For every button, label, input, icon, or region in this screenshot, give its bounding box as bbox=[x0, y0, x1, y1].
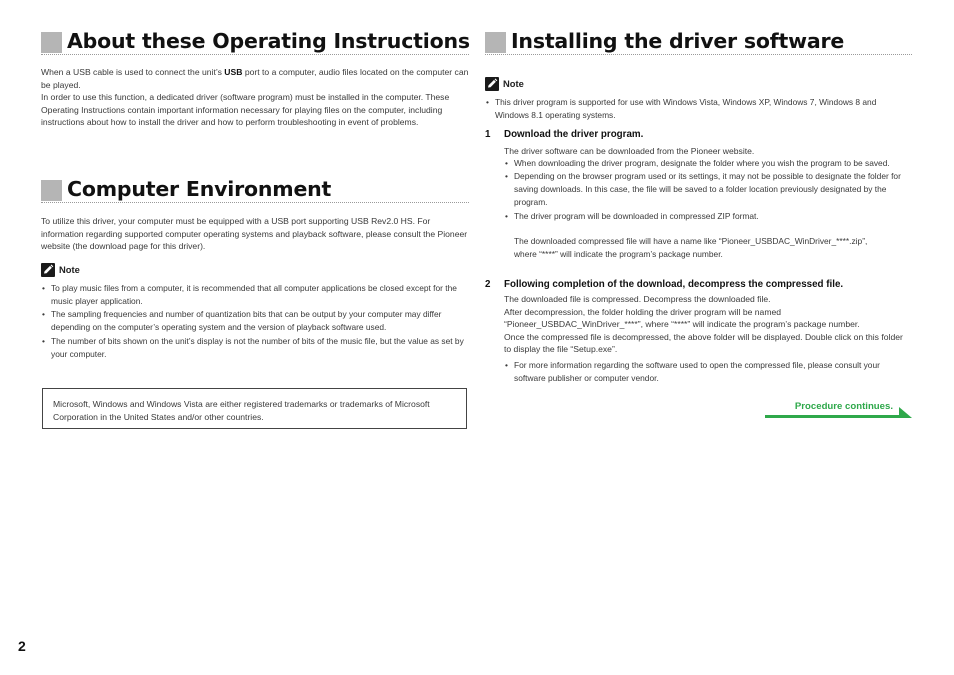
list-item: • This driver program is supported for use with Windows Vista, Windows XP, Windows 7, Windows 8 and Windows 8.1 operating systems. bbox=[485, 96, 912, 122]
continue-arrow-icon bbox=[899, 404, 912, 419]
heading-divider bbox=[485, 54, 912, 55]
step-2-text bbox=[504, 293, 912, 356]
list-item: • For more information regarding the software used to open the compressed file, please consult your software publisher or computer vendor. bbox=[504, 359, 912, 385]
step-1-filename-text: The downloaded compressed file will have a name like “Pioneer_USBDAC_WinDriver_****.zip”, bbox=[514, 236, 868, 246]
about-heading bbox=[41, 29, 470, 56]
step-1-text: The driver software can be downloaded from the Pioneer website. bbox=[504, 146, 755, 156]
pencil-note-icon bbox=[41, 263, 55, 277]
trademark-box: Microsoft, Windows and Windows Vista are either registered trademarks or trademarks of Microsoft Corporation in the United States and/or other countries. bbox=[42, 388, 467, 429]
list-item: • The number of bits shown on the unit’s display is not the number of bits of the music file, but the value as set by your computer. bbox=[41, 335, 469, 361]
step-2-paragraph: Once the compressed file is decompressed, the above folder will be displayed. Double click on this folder to display the file “Setup.exe”. bbox=[504, 331, 903, 355]
step-2-list bbox=[504, 359, 912, 385]
installing-note-list bbox=[485, 96, 912, 122]
about-text bbox=[41, 66, 469, 129]
procedure-continues bbox=[765, 401, 912, 419]
pencil-note-icon bbox=[485, 77, 499, 91]
step-1-package-text: where “****” will indicate the program’s package number. bbox=[514, 248, 723, 259]
usb-term: USB bbox=[224, 67, 243, 77]
about-paragraph-2: In order to use this function, a dedicated driver (software program) must be installed in the computer. These Operating Instructions contain important information necessary for playing files on the computer, including instructions about how to install the driver and how to perform troubleshooting in event of problems. bbox=[41, 92, 450, 128]
step-1-extra bbox=[514, 235, 912, 260]
list-item: • To play music files from a computer, it is recommended that all computer applications be closed except for the music player application. bbox=[41, 282, 469, 308]
procedure-continues-label: Procedure continues. bbox=[794, 401, 893, 412]
step-1-list bbox=[504, 157, 912, 223]
step-number: 1 bbox=[485, 129, 491, 140]
list-item: • When downloading the driver program, designate the folder where you wish the program to be saved. bbox=[504, 157, 912, 170]
installing-title: Installing the driver software bbox=[511, 29, 845, 53]
continues-bar bbox=[765, 415, 900, 418]
environment-text: To utilize this driver, your computer must be equipped with a USB port supporting USB Rev2.0 HS. For information regarding supported computer operating systems and playback software, please consult the Pioneer website (the download page for this driver). bbox=[41, 216, 468, 252]
list-item: • Depending on the browser program used or its settings, it may not be possible to designate the folder for saving downloads. In this case, the file will be saved to a folder location previously designated by the program. bbox=[504, 170, 912, 209]
list-item: • The driver program will be downloaded in compressed ZIP format. bbox=[504, 210, 912, 223]
note-label: Note bbox=[503, 78, 524, 89]
installing-heading bbox=[485, 29, 912, 56]
environment-title: Computer Environment bbox=[67, 177, 332, 201]
step-2-paragraph: After decompression, the folder holding the driver program will be named “Pioneer_USBDAC_WinDriver_****”, where “****” will indicate the program’s package number. bbox=[504, 306, 860, 330]
step-number: 2 bbox=[485, 279, 491, 290]
step-title: Download the driver program. bbox=[504, 129, 644, 140]
heading-divider bbox=[41, 202, 469, 203]
heading-divider bbox=[41, 54, 469, 55]
environment-heading bbox=[41, 177, 469, 204]
environment-note-list bbox=[41, 282, 469, 361]
about-paragraph-1: When a USB cable is used to connect the unit’s USB port to a computer, audio files located on the computer can be played. bbox=[41, 67, 469, 90]
heading-square-icon bbox=[485, 32, 506, 53]
page-number: 2 bbox=[18, 638, 26, 654]
heading-square-icon bbox=[41, 32, 62, 53]
about-title: About these Operating Instructions bbox=[67, 29, 470, 53]
step-title: Following completion of the download, decompress the compressed file. bbox=[504, 279, 844, 290]
note-label: Note bbox=[59, 264, 80, 275]
heading-square-icon bbox=[41, 180, 62, 201]
step-2-paragraph: The downloaded file is compressed. Decompress the downloaded file. bbox=[504, 294, 771, 304]
list-item: • The sampling frequencies and number of quantization bits that can be output by your computer may differ depending on the computer’s operating system and the version of playback software used. bbox=[41, 308, 469, 334]
